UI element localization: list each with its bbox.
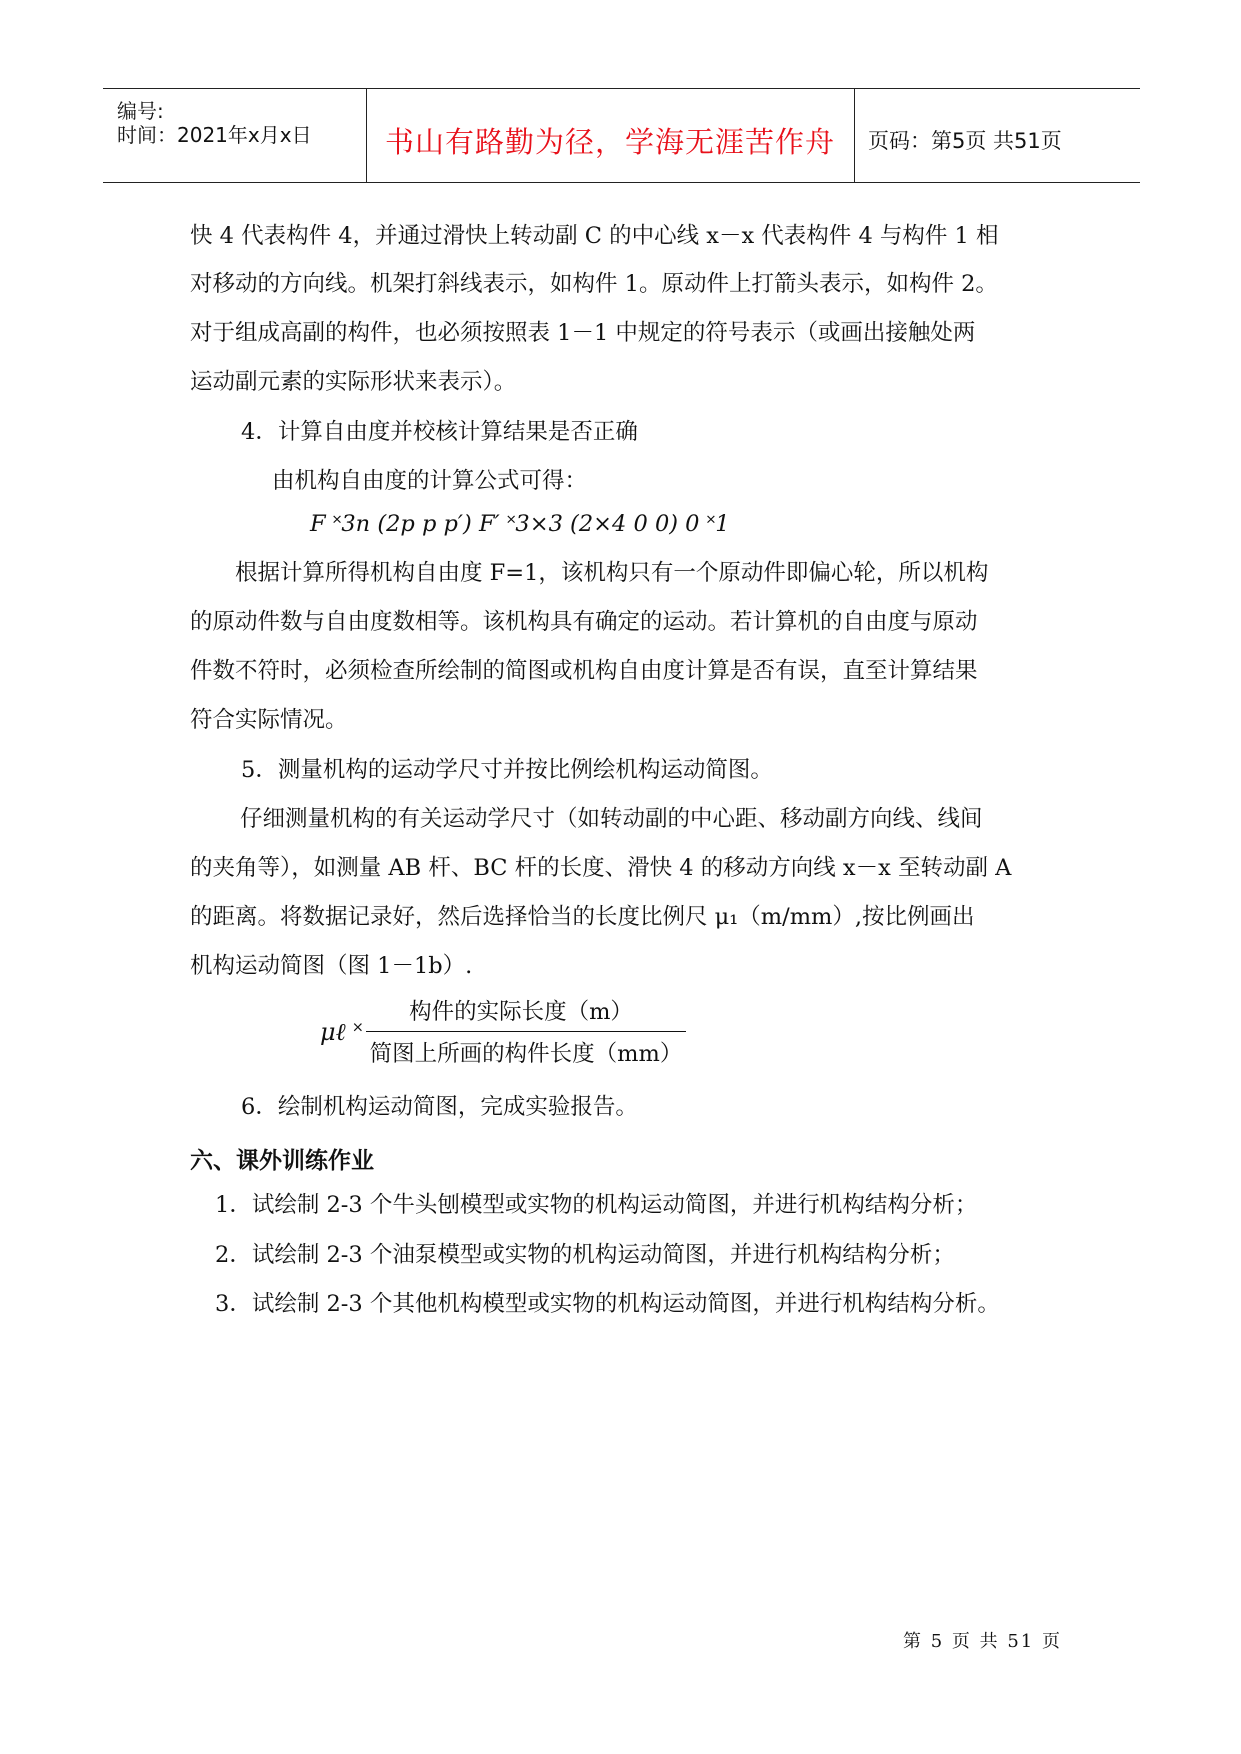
paragraph-line: 的夹角等），如测量 AB 杆、BC 杆的长度、滑快 4 的移动方向线 x－x 至转动副 A [190,855,1012,881]
step-6-heading: 6．绘制机构运动简图，完成实验报告。 [241,1094,638,1120]
paragraph-line: 对移动的方向线。机架打斜线表示，如构件 1。原动件上打箭头表示，如构件 2。 [190,271,998,297]
fraction-denominator: 简图上所画的构件长度（mm） [369,1041,683,1067]
section-6-title: 六、课外训练作业 [190,1148,374,1174]
doc-number-label: 编号: [117,99,164,123]
paragraph-line: 根据计算所得机构自由度 F=1，该机构只有一个原动件即偏心轮，所以机构 [235,560,989,586]
paragraph-line: 快 4 代表构件 4，并通过滑快上转动副 C 的中心线 x－x 代表构件 4 与构件 1 相 [190,223,999,249]
header-motto: 书山有路勤为径，学海无涯苦作舟 [384,125,835,159]
header-motto-cell [366,89,855,182]
paragraph-line: 符合实际情况。 [190,707,348,733]
paragraph-line: 的原动件数与自由度数相等。该机构具有确定的运动。若计算机的自由度与原动 [190,609,978,635]
doc-time-label: 时间：2021年x月x日 [117,123,312,147]
header-page-cell [854,89,1140,182]
paragraph-line: 对于组成高副的构件，也必须按照表 1－1 中规定的符号表示（或画出接触处两 [190,320,976,346]
exercise-item: 3．试绘制 2-3 个其他机构模型或实物的机构运动简图，并进行机构结构分析。 [215,1291,1000,1317]
exercise-item: 2．试绘制 2-3 个油泵模型或实物的机构运动简图，并进行机构结构分析； [215,1242,955,1268]
step-5-heading: 5．测量机构的运动学尺寸并按比例绘机构运动简图。 [241,757,773,783]
fraction-bar [366,1031,686,1032]
paragraph-line: 件数不符时，必须检查所绘制的简图或机构自由度计算是否有误，直至计算结果 [190,658,978,684]
scale-fraction [312,994,732,1074]
paragraph-line: 机构运动简图（图 1－1b）. [190,953,473,979]
header-meta-cell [103,89,367,182]
header-page-code: 页码：第5页 共51页 [868,129,1062,153]
step-4-heading: 4．计算自由度并校核计算结果是否正确 [241,419,638,445]
exercise-item: 1．试绘制 2-3 个牛头刨模型或实物的机构运动简图，并进行机构结构分析； [215,1192,978,1218]
paragraph-line: 运动副元素的实际形状来表示）。 [190,369,517,395]
fraction-numerator: 构件的实际长度（m） [409,999,633,1025]
page-header [103,88,1140,183]
step-4-intro: 由机构自由度的计算公式可得： [272,468,588,494]
paragraph-line: 的距离。将数据记录好，然后选择恰当的长度比例尺 μ₁（m/mm）,按比例画出 [190,904,975,930]
paragraph-line: 仔细测量机构的有关运动学尺寸（如转动副的中心距、移动副方向线、线间 [240,806,983,832]
fraction-symbol: μℓ ˟ [320,1018,363,1046]
page-footer: 第 5 页 共 51 页 [903,1631,1062,1652]
dof-formula: F ˟3n (2p p p′) F′ ˟3×3 (2×4 0 0) 0 ˟1 [310,511,730,537]
